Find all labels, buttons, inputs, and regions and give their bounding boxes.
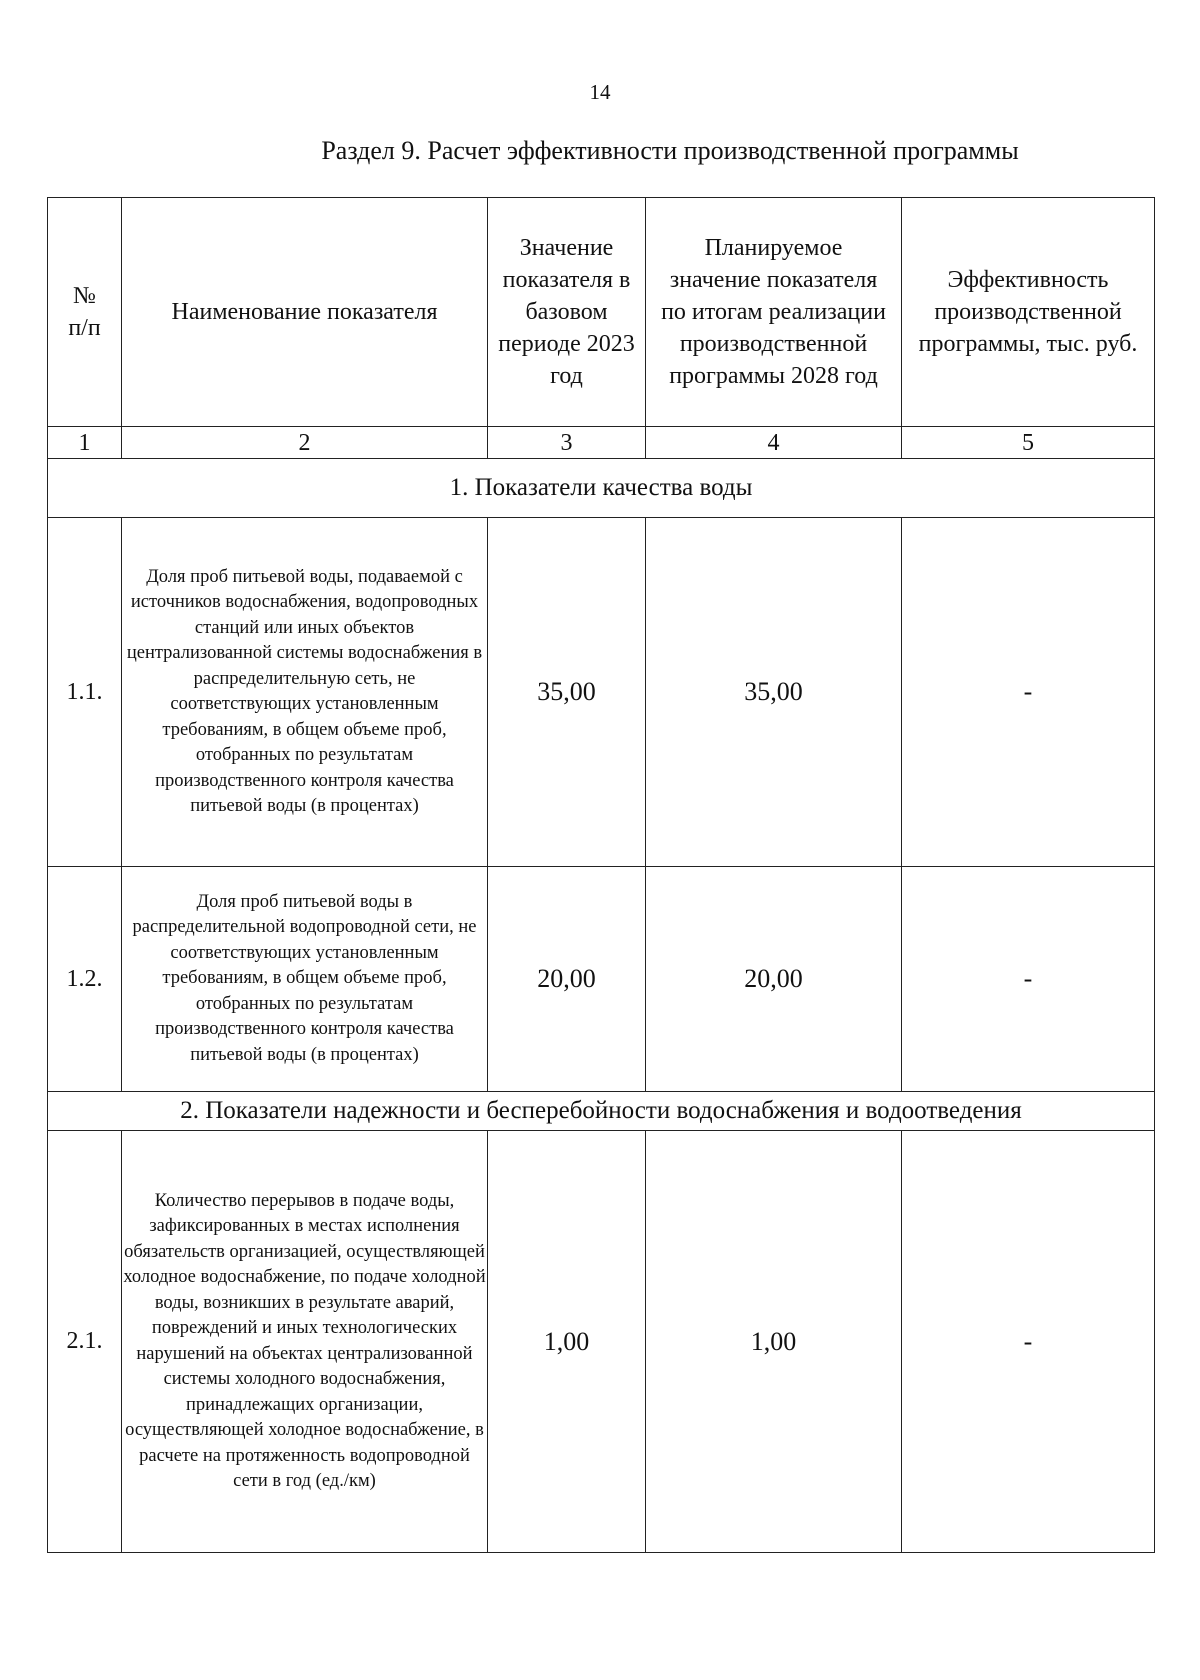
- efficiency-value: -: [902, 1131, 1155, 1553]
- table-row: [48, 867, 1155, 1092]
- base-value: 35,00: [488, 518, 646, 867]
- page-number: 14: [589, 80, 611, 104]
- row-number: 1.2.: [48, 867, 122, 1092]
- header-indicator-name: Наименование показателя: [122, 198, 488, 427]
- header-row: [48, 198, 1155, 427]
- section-title-reliability: 2. Показатели надежности и бесперебойности водоснабжения и водоотведения: [48, 1092, 1155, 1131]
- indicator-name: Доля проб питьевой воды, подаваемой с источников водоснабжения, водопроводных станций или иных объектов централизованной системы водоснабжения в распределительную сеть, не соответствующих установленным требованиям, в общем объеме проб, отобранных по результатам производственного контроля качества питьевой воды (в процентах): [122, 518, 488, 867]
- table-row: [48, 518, 1155, 867]
- column-number: 3: [488, 427, 646, 459]
- planned-value: 35,00: [646, 518, 902, 867]
- column-number: 2: [122, 427, 488, 459]
- column-number: 5: [902, 427, 1155, 459]
- header-base-value: Значение показателя в базовом периоде 2023 год: [488, 198, 646, 427]
- section-row: [48, 459, 1155, 518]
- table-row: [48, 1131, 1155, 1553]
- efficiency-table: [47, 197, 1155, 1553]
- header-efficiency: Эффективность производственной программы, тыс. руб.: [902, 198, 1155, 427]
- header-planned-value: Планируемое значение показателя по итогам реализации производственной программы 2028 год: [646, 198, 902, 427]
- base-value: 1,00: [488, 1131, 646, 1553]
- efficiency-value: -: [902, 867, 1155, 1092]
- section-row: [48, 1092, 1155, 1131]
- section-title: Раздел 9. Расчет эффективности производственной программы: [321, 136, 1019, 165]
- column-number-row: [48, 427, 1155, 459]
- row-number: 1.1.: [48, 518, 122, 867]
- header-number: № п/п: [48, 198, 122, 427]
- column-number: 1: [48, 427, 122, 459]
- indicator-name: Количество перерывов в подаче воды, зафиксированных в местах исполнения обязательств организацией, осуществляющей холодное водоснабжение, по подаче холодной воды, возникших в результате аварий, повреждений и иных технологических нарушений на объектах централизованной системы холодного водоснабжения, принадлежащих организации, осуществляющей холодное водоснабжение, в расчете на протяженность водопроводной сети в год (ед./км): [122, 1131, 488, 1553]
- indicator-name: Доля проб питьевой воды в распределительной водопроводной сети, не соответствующих установленным требованиям, в общем объеме проб, отобранных по результатам производственного контроля качества питьевой воды (в процентах): [122, 867, 488, 1092]
- planned-value: 1,00: [646, 1131, 902, 1553]
- section-title-water-quality: 1. Показатели качества воды: [48, 459, 1155, 518]
- row-number: 2.1.: [48, 1131, 122, 1553]
- base-value: 20,00: [488, 867, 646, 1092]
- efficiency-value: -: [902, 518, 1155, 867]
- column-number: 4: [646, 427, 902, 459]
- planned-value: 20,00: [646, 867, 902, 1092]
